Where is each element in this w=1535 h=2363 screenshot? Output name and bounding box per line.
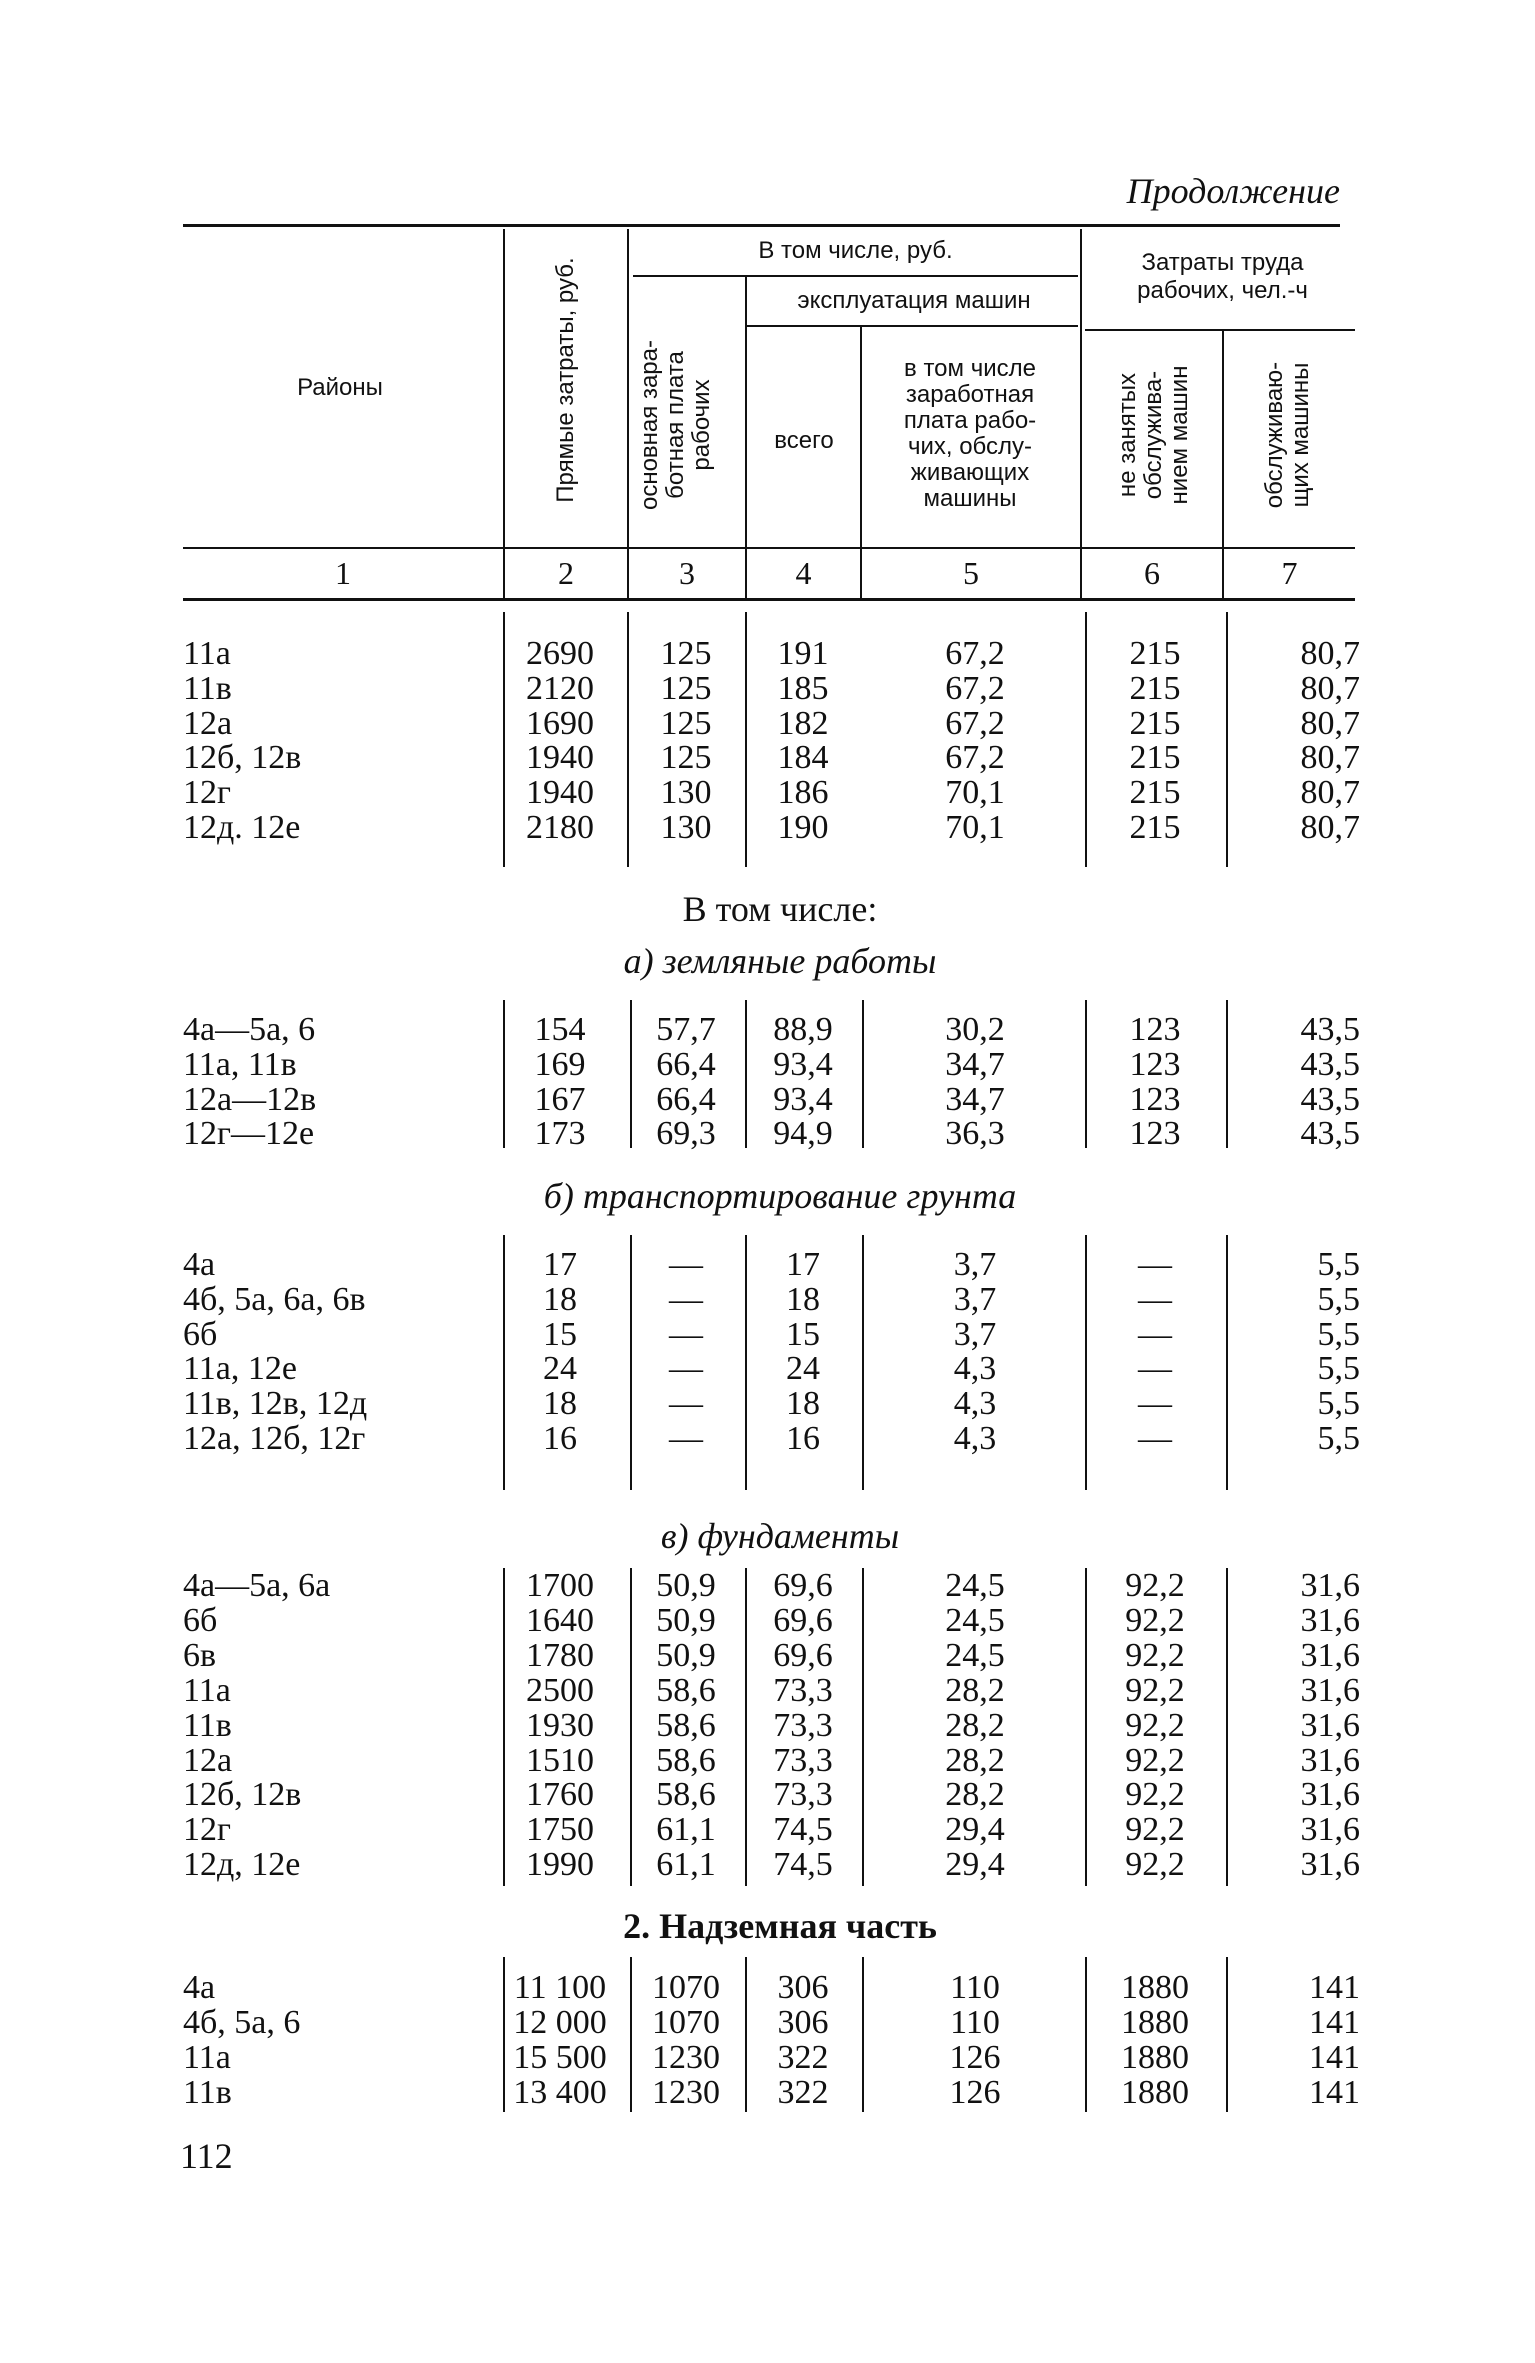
cell-labor-not-machine: 215 [1129,809,1181,846]
header-total: всего [774,427,834,454]
cell-machine-wage: 28,2 [945,1741,1005,1779]
cell-machine-total: 73,3 [773,1671,833,1709]
cell-base-wage: 58,6 [656,1706,716,1744]
table-top-rule [183,224,1340,227]
cell-machine-total: 18 [786,1385,820,1423]
colnum-bottom-rule [183,598,1355,601]
cell-region: 12а [183,704,233,742]
cell-machine-total: 16 [786,1420,820,1457]
cell-labor-machine: 80,7 [1300,669,1360,707]
header-labor-costs-line-1: Затраты труда [1141,249,1304,276]
cell-direct-costs: 12 000 [513,2004,607,2041]
cell-machine-wage: 70,1 [945,774,1005,812]
cell-labor-machine: 43,5 [1300,1045,1360,1083]
header-not-machine-line-2: обслужива- [1140,370,1167,500]
cell-machine-wage: 67,2 [945,739,1005,777]
cell-labor-not-machine: 215 [1129,774,1181,812]
cell-labor-machine: 31,6 [1300,1846,1360,1884]
header-rule-machine [745,325,1078,327]
cell-direct-costs: 1700 [526,1567,594,1604]
cell-labor-machine: 5,5 [1317,1280,1360,1318]
header-labor-costs-line-2: рабочих, чел.-ч [1137,277,1308,304]
cell-base-wage: 1070 [652,2004,720,2041]
section-title-a: а) земляные работы [623,941,937,981]
block-b-vline-3 [745,1235,747,1490]
cell-labor-not-machine: 92,2 [1125,1741,1185,1779]
cell-labor-machine: 80,7 [1300,739,1360,777]
cell-labor-machine: 80,7 [1300,704,1360,742]
header-wage-machine-line-6: машины [923,485,1017,512]
cell-region: 4а [183,1969,216,2006]
cell-base-wage: 50,9 [656,1636,716,1674]
cell-base-wage: — [669,1420,703,1457]
cell-labor-machine: 5,5 [1317,1246,1360,1283]
cell-machine-total: 190 [777,809,829,846]
cell-machine-total: 69,6 [773,1636,833,1674]
cell-region: 4б, 5а, 6 [183,2004,301,2041]
cell-labor-not-machine: 215 [1129,669,1181,707]
block-a-vline-3 [745,1000,747,1148]
cell-machine-total: 24 [786,1350,820,1388]
block-b-vline-6 [1226,1235,1228,1490]
cell-direct-costs: 1690 [526,704,594,742]
cell-base-wage: 1230 [652,2039,720,2076]
cell-base-wage: 130 [660,774,712,812]
block-c-vline-4 [862,1568,864,1886]
cell-labor-machine: 80,7 [1300,809,1360,846]
cell-base-wage: 61,1 [656,1846,716,1884]
cell-labor-not-machine: 123 [1129,1115,1181,1153]
cell-machine-total: 69,6 [773,1567,833,1604]
header-base-wage-line-2: ботная плата [662,351,689,499]
cell-machine-total: 191 [777,635,829,672]
cell-base-wage: — [669,1350,703,1388]
cell-machine-wage: 67,2 [945,635,1005,672]
block1-vline-5 [1226,612,1228,867]
cell-labor-machine: 141 [1309,2039,1360,2076]
cell-labor-machine: 5,5 [1317,1350,1360,1388]
cell-base-wage: 66,4 [656,1080,716,1118]
cell-labor-not-machine: 92,2 [1125,1671,1185,1709]
cell-region: 12а [183,1741,233,1779]
cell-machine-total: 93,4 [773,1080,833,1118]
cell-labor-machine: 31,6 [1300,1636,1360,1674]
cell-direct-costs: 13 400 [513,2074,607,2111]
cell-machine-total: 184 [777,739,829,777]
cell-region: 11в [183,669,232,707]
cell-region: 12д. 12е [183,809,301,846]
block-b-vline-1 [503,1235,505,1490]
cell-labor-not-machine: 92,2 [1125,1776,1185,1814]
cell-direct-costs: 2120 [526,669,594,707]
cell-labor-not-machine: 92,2 [1125,1636,1185,1674]
block1-vline-3 [745,612,747,867]
cell-direct-costs: 2500 [526,1671,594,1709]
block-c-vline-6 [1226,1568,1228,1886]
cell-region: 4а—5а, 6 [183,1011,316,1048]
cell-region: 4б, 5а, 6а, 6в [183,1280,366,1318]
block1-vline-1 [503,612,505,867]
cell-base-wage: 50,9 [656,1601,716,1639]
cell-labor-not-machine: 1880 [1121,2039,1189,2076]
cell-machine-total: 15 [786,1315,820,1353]
cell-labor-not-machine: 215 [1129,704,1181,742]
header-wage-machine-line-3: плата рабо- [903,407,1037,434]
cell-region: 12г [183,1811,231,1849]
block-a-vline-2 [630,1000,632,1148]
cell-machine-total: 17 [786,1246,820,1283]
block-d-vline-5 [1085,1957,1087,2112]
cell-direct-costs: 15 [543,1315,577,1353]
cell-labor-machine: 141 [1309,2074,1360,2111]
section-title-b: б) транспортирование грунта [543,1176,1017,1216]
cell-machine-wage: 29,4 [945,1846,1005,1884]
header-wage-machine-line-1: в том числе [904,355,1036,382]
block-a-vline-4 [862,1000,864,1148]
cell-machine-total: 73,3 [773,1706,833,1744]
cell-region: 11а [183,1671,231,1709]
cell-labor-machine: 31,6 [1300,1601,1360,1639]
cell-region: 11в [183,1706,232,1744]
cell-machine-wage: 24,5 [945,1601,1005,1639]
cell-labor-not-machine: 92,2 [1125,1601,1185,1639]
cell-machine-wage: 4,3 [953,1420,997,1457]
header-direct-costs: Прямые затраты, руб. [552,257,579,503]
cell-base-wage: 125 [660,635,712,672]
cell-region: 11а, 11в [183,1045,297,1083]
header-machine-serving-line-2: щих машины [1287,362,1314,508]
cell-direct-costs: 11 100 [513,1969,607,2006]
cell-region: 12д, 12е [183,1846,301,1884]
col-number-5: 5 [963,555,979,591]
cell-base-wage: 69,3 [656,1115,716,1153]
cell-machine-wage: 70,1 [945,809,1005,846]
block-a-vline-1 [503,1000,505,1148]
block1-vline-4 [1085,612,1087,867]
cell-labor-machine: 141 [1309,2004,1360,2041]
cell-labor-machine: 43,5 [1300,1011,1360,1048]
cell-machine-total: 73,3 [773,1741,833,1779]
header-vline-2 [627,229,629,599]
block-a-vline-5 [1085,1000,1087,1148]
cell-base-wage: — [669,1385,703,1423]
cell-base-wage: 1230 [652,2074,720,2111]
cell-labor-not-machine: 123 [1129,1011,1181,1048]
cell-base-wage: 125 [660,739,712,777]
col-number-6: 6 [1144,555,1160,591]
cell-labor-machine: 31,6 [1300,1671,1360,1709]
block-b-vline-5 [1085,1235,1087,1490]
header-rule-including [633,275,1078,277]
block-d-vline-2 [630,1957,632,2112]
cell-machine-wage: 29,4 [945,1811,1005,1849]
cell-labor-machine: 31,6 [1300,1776,1360,1814]
cell-region: 11а [183,635,231,672]
cell-machine-wage: 110 [950,1969,1000,2006]
header-not-machine-line-1: не занятых [1114,372,1141,498]
cell-labor-not-machine: 1880 [1121,2074,1189,2111]
header-rule-labor [1085,329,1355,331]
block-c-vline-3 [745,1568,747,1886]
cell-machine-wage: 30,2 [945,1011,1005,1048]
cell-direct-costs: 1990 [526,1846,594,1884]
cell-labor-not-machine: — [1138,1315,1172,1353]
col-number-2: 2 [558,555,574,591]
cell-machine-wage: 3,7 [953,1315,997,1353]
cell-machine-wage: 36,3 [945,1115,1005,1153]
cell-machine-wage: 4,3 [953,1385,997,1423]
cell-labor-machine: 80,7 [1300,774,1360,812]
cell-labor-machine: 31,6 [1300,1567,1360,1604]
cell-machine-wage: 24,5 [945,1567,1005,1604]
cell-machine-wage: 3,7 [953,1246,997,1283]
cell-machine-wage: 126 [949,2074,1001,2111]
cell-base-wage: 66,4 [656,1045,716,1083]
cell-machine-total: 306 [777,1969,829,2006]
cell-labor-not-machine: — [1138,1420,1172,1457]
cell-direct-costs: 173 [534,1115,586,1153]
cell-direct-costs: 1640 [526,1601,594,1639]
cell-region: 4а [183,1246,216,1283]
block-c-vline-5 [1085,1568,1087,1886]
header-wage-machine-line-4: чих, обслу- [907,433,1033,460]
cell-base-wage: 61,1 [656,1811,716,1849]
cell-labor-machine: 31,6 [1300,1706,1360,1744]
cell-labor-machine: 31,6 [1300,1741,1360,1779]
cell-region: 4а—5а, 6а [183,1567,331,1604]
cell-base-wage: 50,9 [656,1567,716,1604]
block1-vline-2 [627,612,629,867]
cell-labor-machine: 80,7 [1300,635,1360,672]
cell-labor-not-machine: 92,2 [1125,1567,1185,1604]
section-title-c: в) фундаменты [660,1516,900,1556]
cell-base-wage: — [669,1280,703,1318]
header-wage-machine-line-2: заработная [905,381,1035,408]
cell-region: 6б [183,1315,218,1353]
cell-region: 11а, 12е [183,1350,297,1388]
page-number: 112 [180,2136,233,2176]
cell-direct-costs: 2690 [526,635,594,672]
cell-base-wage: 130 [660,809,712,846]
including-label: В том числе: [682,889,878,929]
block-b-vline-2 [630,1235,632,1490]
cell-machine-wage: 28,2 [945,1706,1005,1744]
header-vline-3 [745,277,747,599]
cell-machine-wage: 34,7 [945,1045,1005,1083]
cell-base-wage: — [669,1246,703,1283]
section-title-d: 2. Надземная часть [623,1906,937,1946]
cell-region: 12г [183,774,231,812]
cell-labor-not-machine: 1880 [1121,1969,1189,2006]
col-number-7: 7 [1281,555,1298,591]
cell-base-wage: 57,7 [656,1011,716,1048]
cell-direct-costs: 169 [534,1045,586,1083]
cell-base-wage: — [669,1315,703,1353]
cell-machine-wage: 67,2 [945,704,1005,742]
cell-labor-not-machine: 123 [1129,1045,1181,1083]
cell-region: 12б, 12в [183,739,302,777]
cell-base-wage: 1070 [652,1969,720,2006]
cell-labor-machine: 5,5 [1317,1315,1360,1353]
cell-direct-costs: 24 [543,1350,577,1388]
cell-labor-machine: 141 [1309,1969,1360,2006]
cell-labor-not-machine: — [1138,1350,1172,1388]
cell-machine-wage: 126 [949,2039,1001,2076]
cell-machine-total: 74,5 [773,1811,833,1849]
header-vline-5 [1080,229,1082,599]
cell-machine-total: 322 [777,2074,829,2111]
block-c-vline-1 [503,1568,505,1886]
cell-direct-costs: 1760 [526,1776,594,1814]
cell-direct-costs: 1930 [526,1706,594,1744]
cell-region: 12г—12е [183,1115,315,1153]
cell-direct-costs: 18 [543,1280,577,1318]
cell-base-wage: 58,6 [656,1741,716,1779]
cell-labor-not-machine: 123 [1129,1080,1181,1118]
header-base-wage-line-3: рабочих [688,379,715,471]
cell-direct-costs: 1510 [526,1741,594,1779]
header-machine-serving-line-1: обслуживаю- [1261,361,1288,509]
cell-machine-total: 74,5 [773,1846,833,1884]
cell-machine-wage: 34,7 [945,1080,1005,1118]
cell-machine-total: 73,3 [773,1776,833,1814]
cell-labor-not-machine: — [1138,1246,1172,1283]
cell-machine-total: 306 [777,2004,829,2041]
block-c-vline-2 [630,1568,632,1886]
header-wage-machine-line-5: живающих [910,459,1030,486]
cell-machine-total: 93,4 [773,1045,833,1083]
cell-machine-total: 185 [777,669,829,707]
cell-base-wage: 125 [660,669,712,707]
cell-direct-costs: 154 [534,1011,586,1048]
block-b-vline-4 [862,1235,864,1490]
cell-region: 6в [183,1636,217,1674]
cell-direct-costs: 18 [543,1385,577,1423]
block-d-vline-6 [1226,1957,1228,2112]
cell-machine-wage: 4,3 [953,1350,997,1388]
cell-labor-not-machine: — [1138,1280,1172,1318]
header-base-wage-line-1: основная зара- [636,340,663,511]
cell-direct-costs: 1780 [526,1636,594,1674]
cell-labor-machine: 31,6 [1300,1811,1360,1849]
cell-machine-total: 69,6 [773,1601,833,1639]
cell-machine-total: 94,9 [773,1115,833,1153]
cell-direct-costs: 15 500 [513,2039,607,2076]
cell-direct-costs: 1750 [526,1811,594,1849]
block-a-vline-6 [1226,1000,1228,1148]
cell-region: 11а [183,2039,231,2076]
cell-machine-wage: 67,2 [945,669,1005,707]
cell-labor-not-machine: — [1138,1385,1172,1423]
col-number-4: 4 [795,555,812,591]
cell-direct-costs: 16 [543,1420,577,1457]
cell-region: 12б, 12в [183,1776,302,1814]
cell-labor-machine: 43,5 [1300,1115,1360,1153]
continuation-caption: Продолжение [1126,171,1340,211]
header-machine-operation: эксплуатация машин [797,287,1031,314]
cell-region: 11в [183,2074,232,2111]
cell-labor-not-machine: 92,2 [1125,1706,1185,1744]
cell-machine-total: 18 [786,1280,820,1318]
cell-region: 12а—12в [183,1080,317,1118]
cell-machine-total: 322 [777,2039,829,2076]
cell-labor-not-machine: 1880 [1121,2004,1189,2041]
cell-machine-wage: 3,7 [953,1280,997,1318]
header-bottom-rule [183,547,1355,549]
cell-region: 12а, 12б, 12г [183,1420,366,1457]
header-vline-1 [503,229,505,599]
cell-machine-wage: 28,2 [945,1671,1005,1709]
cell-base-wage: 58,6 [656,1671,716,1709]
cell-labor-not-machine: 215 [1129,635,1181,672]
cell-region: 11в, 12в, 12д [183,1385,368,1423]
cell-labor-not-machine: 215 [1129,739,1181,777]
cell-base-wage: 58,6 [656,1776,716,1814]
cell-direct-costs: 2180 [526,809,594,846]
cell-labor-machine: 5,5 [1317,1420,1360,1457]
cell-labor-machine: 43,5 [1300,1080,1360,1118]
header-regions: Районы [297,374,383,401]
cell-machine-wage: 24,5 [945,1636,1005,1674]
cell-region: 6б [183,1601,218,1639]
cell-direct-costs: 1940 [526,774,594,812]
block-d-vline-1 [503,1957,505,2112]
cell-labor-not-machine: 92,2 [1125,1811,1185,1849]
col-number-3: 3 [679,555,695,591]
cell-machine-wage: 28,2 [945,1776,1005,1814]
cell-machine-wage: 110 [950,2004,1000,2041]
cell-direct-costs: 1940 [526,739,594,777]
cell-direct-costs: 17 [543,1246,577,1283]
col-number-1: 1 [335,555,351,591]
cell-base-wage: 125 [660,704,712,742]
cell-labor-not-machine: 92,2 [1125,1846,1185,1884]
header-not-machine-line-3: нием машин [1166,365,1193,505]
block-d-vline-4 [862,1957,864,2112]
cell-labor-machine: 5,5 [1317,1385,1360,1423]
cell-machine-total: 182 [777,704,829,742]
block-d-vline-3 [745,1957,747,2112]
cell-direct-costs: 167 [534,1080,586,1118]
cell-machine-total: 88,9 [773,1011,833,1048]
header-including-rub: В том числе, руб. [758,237,953,264]
cell-machine-total: 186 [777,774,829,812]
